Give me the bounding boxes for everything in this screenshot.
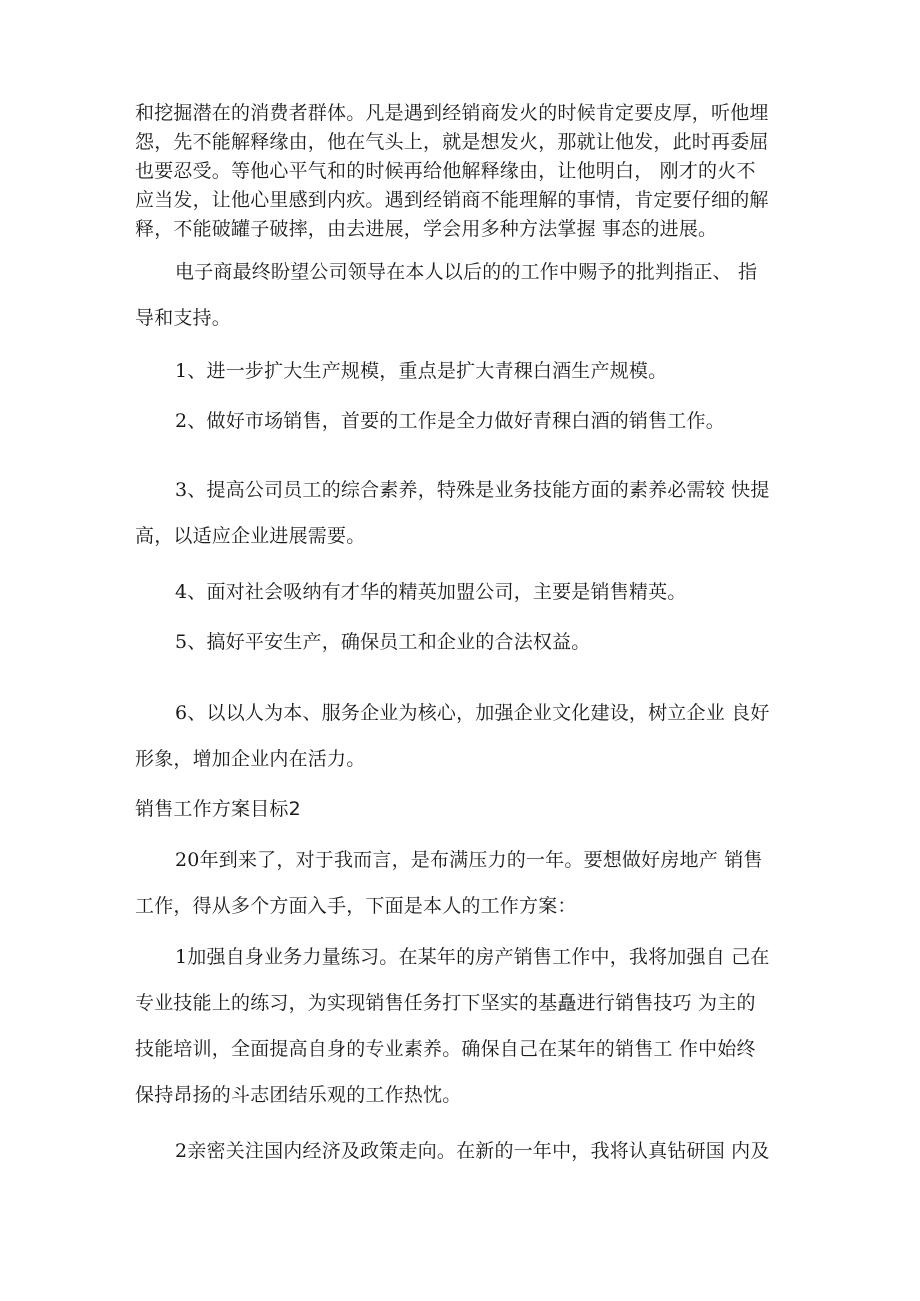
paragraph-line: 2亲密关注国内经济及政策走向。在新的一年中，我将认真钻研国 内及 bbox=[175, 1140, 770, 1162]
list-item: 1、进一步扩大生产规模，重点是扩大青稞白酒生产规模。 bbox=[175, 360, 668, 382]
paragraph-line: 应当发，让他心里感到内疚。遇到经销商不能理解的事情，肯定要仔细的解 bbox=[135, 189, 769, 211]
paragraph-line: 技能培训，全面提高自身的专业素养。确保自己在某年的销售工 作中始终 bbox=[135, 1038, 756, 1060]
paragraph-line: 1加强自身业务力量练习。在某年的房产销售工作中，我将加强自 己在 bbox=[175, 946, 770, 968]
paragraph-line: 怨，先不能解释缘由，他在气头上，就是想发火，那就让他发，此时再委屈 bbox=[135, 131, 769, 153]
paragraph-line: 释，不能破罐子破摔，由去进展，学会用多种方法掌握 事态的进展。 bbox=[135, 218, 718, 240]
list-item: 6、以以人为本、服务企业为核心，加强企业文化建设，树立企业 良好 bbox=[175, 702, 770, 724]
section-heading: 销售工作方案目标2 bbox=[135, 798, 301, 820]
list-item: 3、提高公司员工的综合素养，特殊是业务技能方面的素养必需较 快提 bbox=[175, 479, 770, 501]
paragraph-line: 保持昂扬的斗志团结乐观的工作热忱。 bbox=[135, 1084, 462, 1106]
paragraph-line: 也要忍受。等他心平气和的时候再给他解释缘由，让他明白， 刚才的火不 bbox=[135, 160, 756, 182]
list-item-continuation: 形象，增加企业内在活力。 bbox=[135, 748, 366, 770]
list-item: 4、面对社会吸纳有才华的精英加盟公司，主要是销售精英。 bbox=[175, 581, 687, 603]
list-item: 2、做好市场销售，首要的工作是全力做好青稞白酒的销售工作。 bbox=[175, 410, 725, 432]
list-item: 5、搞好平安生产，确保员工和企业的合法权益。 bbox=[175, 631, 591, 653]
paragraph-line: 导和支持。 bbox=[135, 307, 232, 329]
paragraph-line: 20年到来了，对于我而言，是布满压力的一年。要想做好房地产 销售 bbox=[175, 849, 763, 871]
paragraph-line: 专业技能上的练习，为实现销售任务打下坚实的基矗进行销售技巧 为主的 bbox=[135, 992, 756, 1014]
paragraph-line: 电子商最终盼望公司领导在本人以后的的工作中赐予的批判指正、 指 bbox=[175, 261, 758, 283]
paragraph-line: 工作，得从多个方面入手，下面是本人的工作方案： bbox=[135, 895, 577, 917]
list-item-continuation: 高，以适应企业进展需要。 bbox=[135, 525, 366, 547]
paragraph-line: 和挖掘潜在的消费者群体。凡是遇到经销商发火的时候肯定要皮厚，听他埋 bbox=[135, 102, 769, 124]
